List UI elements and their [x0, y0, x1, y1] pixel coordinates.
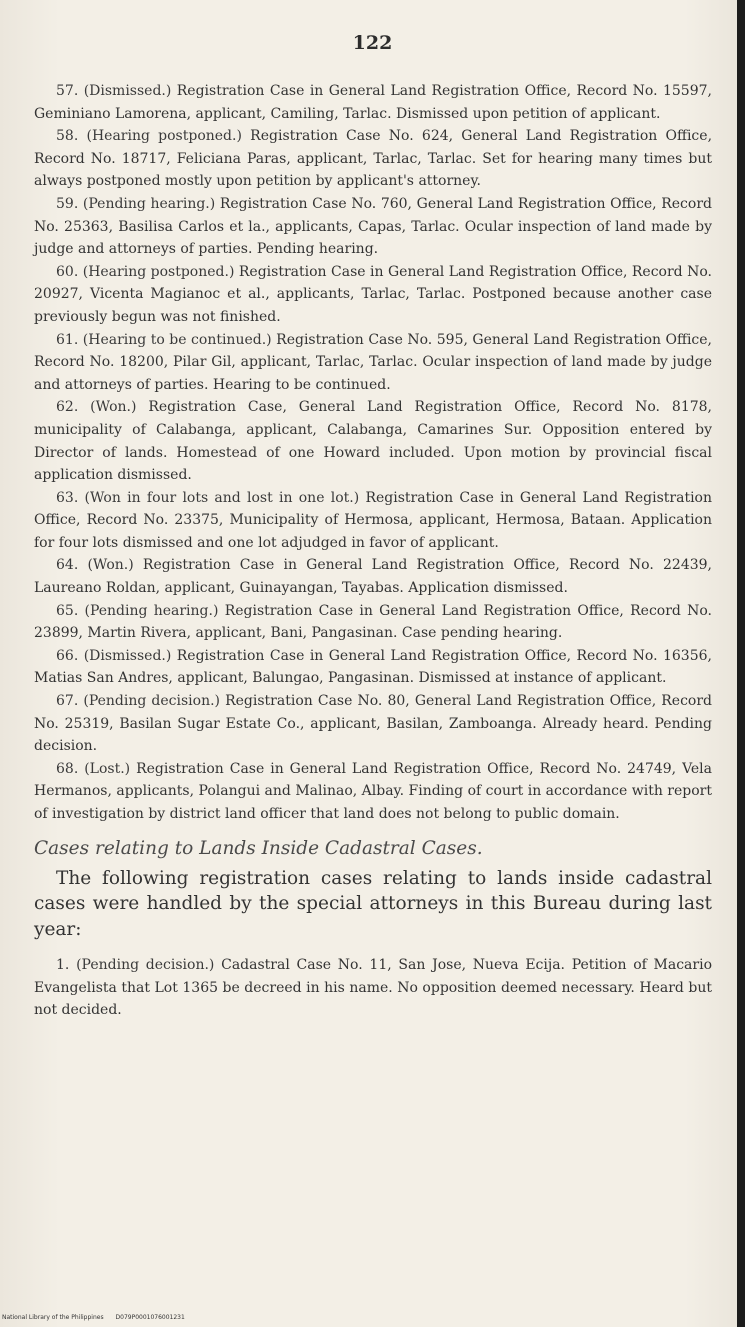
registration-entries: [34, 80, 712, 826]
case-entry: [34, 125, 712, 193]
case-status: 61. (Hearing to be continued.): [56, 331, 272, 348]
case-text: Registration Case No. 80, General Land Registration Office, Record No. 25319, Basilan Sugar Estate Co., applicant, Basilan, Zamboanga. Already heard. Pending decision.: [34, 693, 712, 755]
section-heading: Cases relating to Lands Inside Cadastral Cases.: [34, 837, 483, 859]
cadastral-entries: [34, 954, 712, 1022]
footer-library: National Library of the Philippines: [2, 1314, 104, 1321]
case-status: 59. (Pending hearing.): [56, 195, 216, 212]
page-content: [34, 80, 712, 1022]
case-status: 63. (Won in four lots and lost in one lot.): [56, 489, 360, 506]
case-text: Registration Case in General Land Registration Office, Record No. 20927, Vicenta Magianoc et al., applicants, Tarlac, Tarlac. Postponed because another case previously begun was not finished.: [34, 263, 712, 325]
case-entry: [34, 954, 712, 1022]
case-entry: [34, 645, 712, 690]
footer-code: D079P0001076001231: [115, 1314, 185, 1321]
case-entry: [34, 690, 712, 758]
case-status: 57. (Dismissed.): [56, 83, 172, 99]
scan-edge: [737, 0, 745, 1327]
case-entry: [34, 600, 712, 645]
case-status: 68. (Lost.): [56, 760, 131, 777]
case-text: Registration Case in General Land Registration Office, Record No. 23375, Municipality of Hermosa, applicant, Hermosa, Bataan. Application for four lots dismissed and one lot adjudged in favor of applicant.: [34, 489, 713, 551]
case-entry: [34, 193, 712, 261]
case-status: 60. (Hearing postponed.): [56, 263, 235, 280]
case-status: 67. (Pending decision.): [56, 693, 221, 710]
case-text: Registration Case in General Land Registration Office, Record No. 22439, Laureano Roldan, applicant, Guinayangan, Tayabas. Application dismissed.: [34, 557, 712, 597]
case-status: 66. (Dismissed.): [56, 647, 172, 664]
case-text: Registration Case in General Land Registration Office, Record No. 24749, Vela Hermanos, applicants, Polangui and Malinao, Albay. Finding of court in accordance with report of investigation by district land officer that land does not belong to public domain.: [34, 760, 713, 822]
case-text: Registration Case No. 760, General Land Registration Office, Record No. 25363, Basilisa Carlos et la., applicants, Capas, Tarlac. Ocular inspection of land made by judge and attorneys of parties. Pending hearing.: [34, 195, 712, 258]
case-entry: [34, 396, 712, 486]
section-intro: The following registration cases relating to lands inside cadastral cases were handled by the special attorneys in this Bureau during last year:: [34, 867, 712, 940]
case-status: 58. (Hearing postponed.): [56, 128, 242, 145]
case-entry: [34, 329, 712, 397]
case-text: Registration Case No. 595, General Land Registration Office, Record No. 18200, Pilar Gil, applicant, Tarlac, Tarlac. Ocular inspection of land made by judge and attorneys of parties. Hearing to be continued.: [34, 331, 713, 393]
case-text: Registration Case No. 624, General Land Registration Office, Record No. 18717, Feliciana Paras, applicant, Tarlac, Tarlac. Set for hearing many times but always postponed mostly upon petition by applicant's attorney.: [34, 128, 713, 190]
case-entry: [34, 261, 712, 329]
page-number: 122: [352, 32, 393, 54]
case-status: 1. (Pending decision.): [56, 957, 215, 974]
case-text: Registration Case in General Land Registration Office, Record No. 16356, Matias San Andres, applicant, Balungao, Pangasinan. Dismissed at instance of applicant.: [34, 647, 712, 687]
case-status: 65. (Pending hearing.): [56, 602, 219, 619]
case-text: Registration Case, General Land Registration Office, Record No. 8178, municipality of Calabanga, applicant, Calabanga, Camarines Sur. Opposition entered by Director of lands. Homestead of one Howard included. Upon motion by provincial fiscal application dismissed.: [34, 399, 712, 484]
case-entry: [34, 554, 712, 599]
case-entry: [34, 487, 712, 555]
case-entry: [34, 758, 712, 826]
case-text: Cadastral Case No. 11, San Jose, Nueva Ecija. Petition of Macario Evangelista that Lot 1365 be decreed in his name. No opposition deemed necessary. Heard but not decided.: [34, 957, 713, 1019]
case-status: 64. (Won.): [56, 557, 134, 574]
case-status: 62. (Won.): [56, 399, 137, 416]
scan-footer: [2, 1314, 195, 1321]
case-text: Registration Case in General Land Registration Office, Record No. 23899, Martin Rivera, applicant, Bani, Pangasinan. Case pending hearing.: [34, 602, 712, 642]
case-text: Registration Case in General Land Registration Office, Record No. 15597, Geminiano Lamorena, applicant, Camiling, Tarlac. Dismissed upon petition of applicant.: [34, 83, 712, 122]
case-entry: [34, 80, 712, 125]
